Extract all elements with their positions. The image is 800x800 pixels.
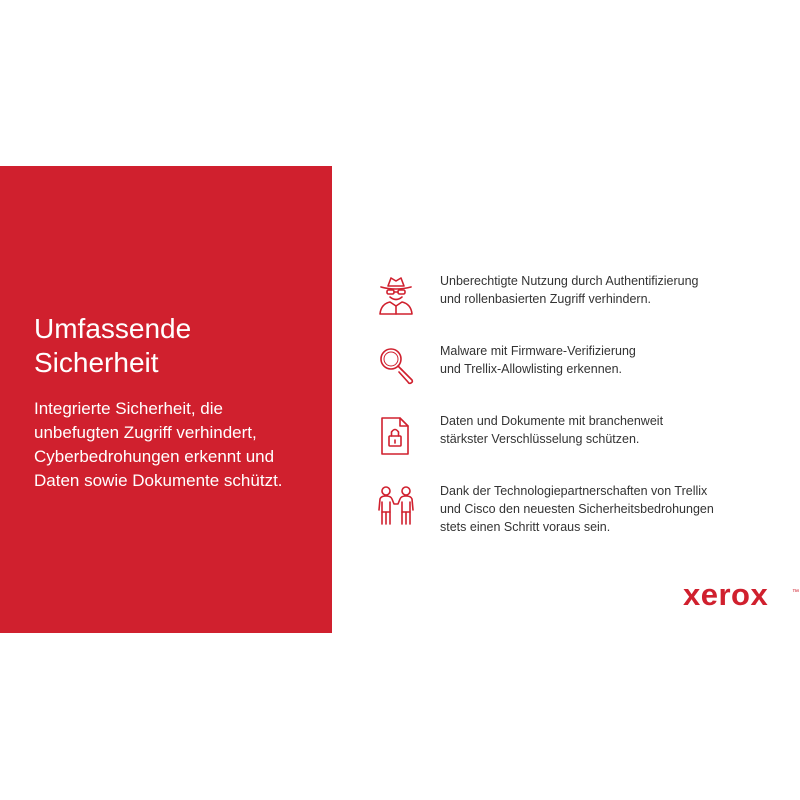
- feature-item-malware: [372, 342, 772, 402]
- panel-title: Umfassende Sicherheit: [34, 313, 192, 378]
- panel-description: Integrierte Sicherheit, die unbefugten Zugriff verhindert, Cyberbedrohungen erkennt und Daten sowie Dokumente schützt.: [34, 399, 283, 490]
- feature-item-encryption: [372, 412, 772, 472]
- feature-item-partners: [372, 482, 772, 542]
- locked-document-icon: [372, 412, 420, 460]
- feature-text: Unberechtigte Nutzung durch Authentifizierung und rollenbasierten Zugriff verhindern.: [440, 274, 699, 306]
- feature-item-access: [372, 272, 772, 332]
- feature-text: Daten und Dokumente mit branchenweit stärkster Verschlüsselung schützen.: [440, 414, 664, 446]
- logo-wordmark: xerox: [683, 577, 769, 612]
- trademark-symbol: ™: [792, 589, 799, 596]
- partners-icon: [372, 482, 420, 530]
- xerox-logo: [683, 577, 799, 612]
- magnifier-icon: [372, 342, 420, 390]
- spy-icon: [372, 272, 420, 320]
- feature-text: Malware mit Firmware-Verifizierung und Trellix-Allowlisting erkennen.: [440, 344, 636, 376]
- feature-text: Dank der Technologiepartnerschaften von Trellix und Cisco den neuesten Sicherheitsbedrohungen stets einen Schritt voraus sein.: [440, 484, 714, 534]
